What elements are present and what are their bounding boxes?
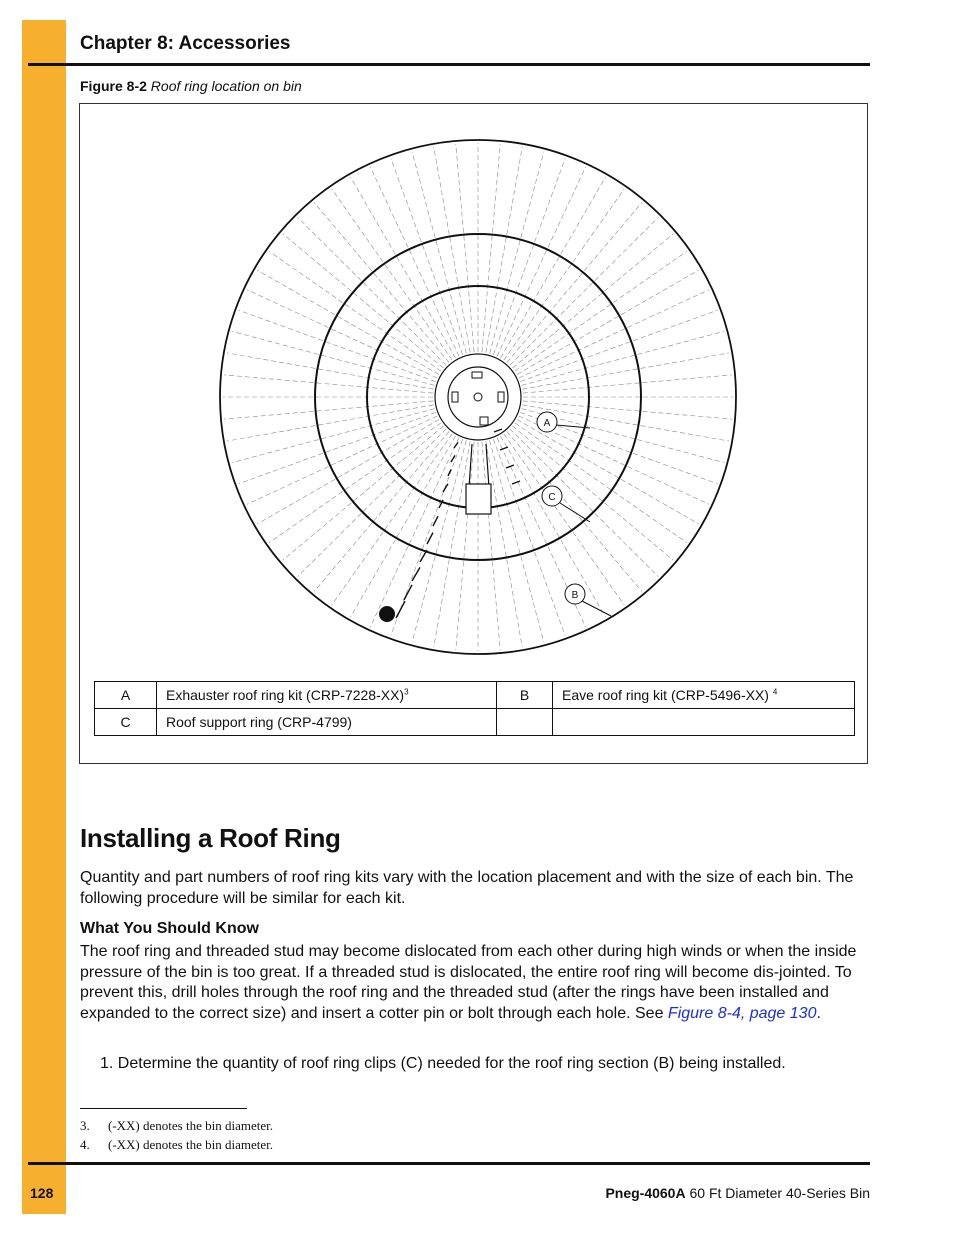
footnote: 4. (-XX) denotes the bin diameter. — [80, 1137, 273, 1152]
rafter-line — [456, 144, 474, 352]
rafter-line — [456, 442, 474, 650]
legend-table — [94, 681, 855, 736]
roof-step — [427, 533, 433, 544]
figure-box — [79, 103, 868, 764]
rafter-line — [517, 270, 699, 375]
roof-rafters — [223, 143, 733, 651]
eave-ring-outline — [220, 140, 736, 654]
legend-description: Eave roof ring kit (CRP-5496-XX) $^4$ — [553, 682, 855, 709]
rafter-line — [486, 441, 522, 647]
rafter-line — [227, 353, 434, 389]
rafter-line — [314, 202, 449, 362]
rafter-line — [522, 353, 729, 389]
rafter-line — [434, 147, 470, 353]
rafter-line — [283, 426, 444, 560]
roof-step — [494, 429, 502, 432]
rafter-line — [510, 217, 658, 365]
roof-step — [420, 550, 427, 562]
roof-step — [412, 567, 420, 581]
roof-step — [451, 455, 455, 462]
bin-roof-diagram — [210, 132, 750, 662]
rafter-line — [515, 423, 687, 543]
document-id: Pneg-4060A 60 Ft Diameter 40-Series Bin — [605, 1185, 870, 1201]
figure-cross-reference-link[interactable]: Figure 8-4, page 130 — [667, 1004, 817, 1022]
rafter-line — [434, 441, 470, 647]
collar-tab — [480, 417, 488, 425]
callouts — [537, 412, 611, 616]
rafter-line — [490, 440, 544, 642]
roof-step — [454, 442, 458, 448]
rafter-line — [507, 431, 642, 591]
rafter-line — [490, 152, 544, 354]
rafter-line — [247, 416, 437, 504]
rafter-line — [238, 412, 435, 483]
rafter-line — [412, 152, 466, 354]
rafter-line — [501, 177, 606, 358]
rafter-line — [232, 409, 435, 463]
rafter-line — [370, 438, 459, 627]
rafter-line — [412, 440, 466, 642]
chapter-title: Chapter 8: Accessories — [80, 33, 291, 54]
rafter-line — [504, 189, 624, 360]
rafter-line — [332, 434, 452, 605]
rafter-line — [507, 202, 642, 362]
legend-description — [553, 709, 855, 736]
rafter-line — [283, 234, 444, 368]
collar-tab — [498, 392, 504, 402]
legend-description: Exhauster roof ring kit $(CRP-7228-XX)^3$ — [157, 682, 497, 709]
rafter-line — [520, 310, 717, 381]
rafter-line — [504, 434, 624, 605]
footnote-rule — [80, 1108, 247, 1109]
center-hole — [474, 393, 482, 401]
figure-label: Figure 8-2 — [80, 78, 147, 94]
rafter-line — [391, 158, 463, 354]
rafter-line — [486, 147, 522, 353]
rafter-line — [332, 189, 452, 360]
callout-leader — [560, 503, 590, 522]
chapter-color-tab — [22, 20, 66, 1214]
rafter-line — [523, 375, 732, 393]
rafter-line — [232, 331, 435, 385]
rafter-line — [501, 436, 606, 617]
rafter-line — [512, 426, 673, 560]
rafter-line — [227, 405, 434, 441]
roof-step — [506, 465, 514, 468]
legend-key: B — [497, 682, 553, 709]
rafter-line — [269, 423, 441, 543]
roof-step — [396, 601, 405, 618]
section-title: Installing a Roof Ring — [80, 823, 341, 853]
callout-leader — [582, 601, 611, 616]
roof-step — [443, 484, 448, 492]
rafter-line — [497, 167, 586, 356]
rafter-line — [510, 429, 658, 577]
rafter-line — [519, 290, 709, 378]
rafter-line — [351, 177, 456, 358]
legend-row — [95, 682, 855, 709]
legend-row — [95, 709, 855, 736]
rafter-line — [269, 251, 441, 371]
roof-step — [512, 481, 520, 484]
callout-label: B — [571, 590, 579, 601]
page-number: 128 — [30, 1185, 54, 1201]
access-hatch — [466, 484, 491, 514]
footer-rule — [28, 1162, 870, 1165]
callout-label: A — [543, 418, 551, 429]
rafter-line — [238, 310, 435, 381]
roof-steps — [396, 429, 520, 618]
figure-caption — [80, 78, 302, 94]
rafter-line — [517, 420, 699, 525]
rafter-line — [493, 439, 565, 635]
figure-title: Roof ring location on bin — [150, 78, 302, 94]
rafter-line — [257, 270, 439, 375]
rafter-line — [351, 436, 456, 617]
rafter-line — [224, 401, 433, 419]
body-paragraph: The roof ring and threaded stud may become dislocated from each other during high winds or when the inside pressure of the bin is too great. If a threaded stud is dislocated, the entire roof ring will become dis-jointed. To prevent this, drill holes through the roof ring and the threaded stud (after the rings have been installed and expanded to the correct size) and insert a cotter pin or bolt through each hole. See Figure 8-4, page 130. — [80, 943, 857, 1022]
rafter-line — [493, 158, 565, 354]
legend-description: Roof support ring (CRP-4799) — [157, 709, 497, 736]
legend-key: C — [95, 709, 157, 736]
roof-step — [500, 447, 508, 450]
collar-tab — [472, 372, 482, 378]
rafter-line — [512, 234, 673, 368]
rafter-line — [247, 290, 437, 378]
collar-tab — [452, 392, 458, 402]
subheading: What You Should Know — [80, 920, 259, 937]
roof-step — [404, 585, 412, 600]
rafter-line — [224, 375, 433, 393]
legend-key — [497, 709, 553, 736]
rafter-line — [370, 167, 459, 356]
rafter-line — [257, 420, 439, 525]
rafter-line — [482, 144, 500, 352]
roof-ladder-end — [379, 606, 395, 622]
procedure-step: 1. Determine the quantity of roof ring clips (C) needed for the roof ring section (B) being installed. — [100, 1055, 786, 1072]
intro-paragraph: Quantity and part numbers of roof ring kits vary with the location placement and with the size of each bin. The following procedure will be similar for each kit. — [80, 869, 854, 907]
footnote: 3. (-XX) denotes the bin diameter. — [80, 1118, 273, 1133]
rafter-line — [521, 331, 724, 385]
rafter-line — [515, 251, 687, 371]
callout-label: C — [548, 492, 556, 503]
header-rule — [28, 63, 870, 66]
rafter-line — [482, 442, 500, 650]
rafter-line — [314, 431, 449, 591]
legend-key: A — [95, 682, 157, 709]
rafter-line — [298, 217, 446, 365]
